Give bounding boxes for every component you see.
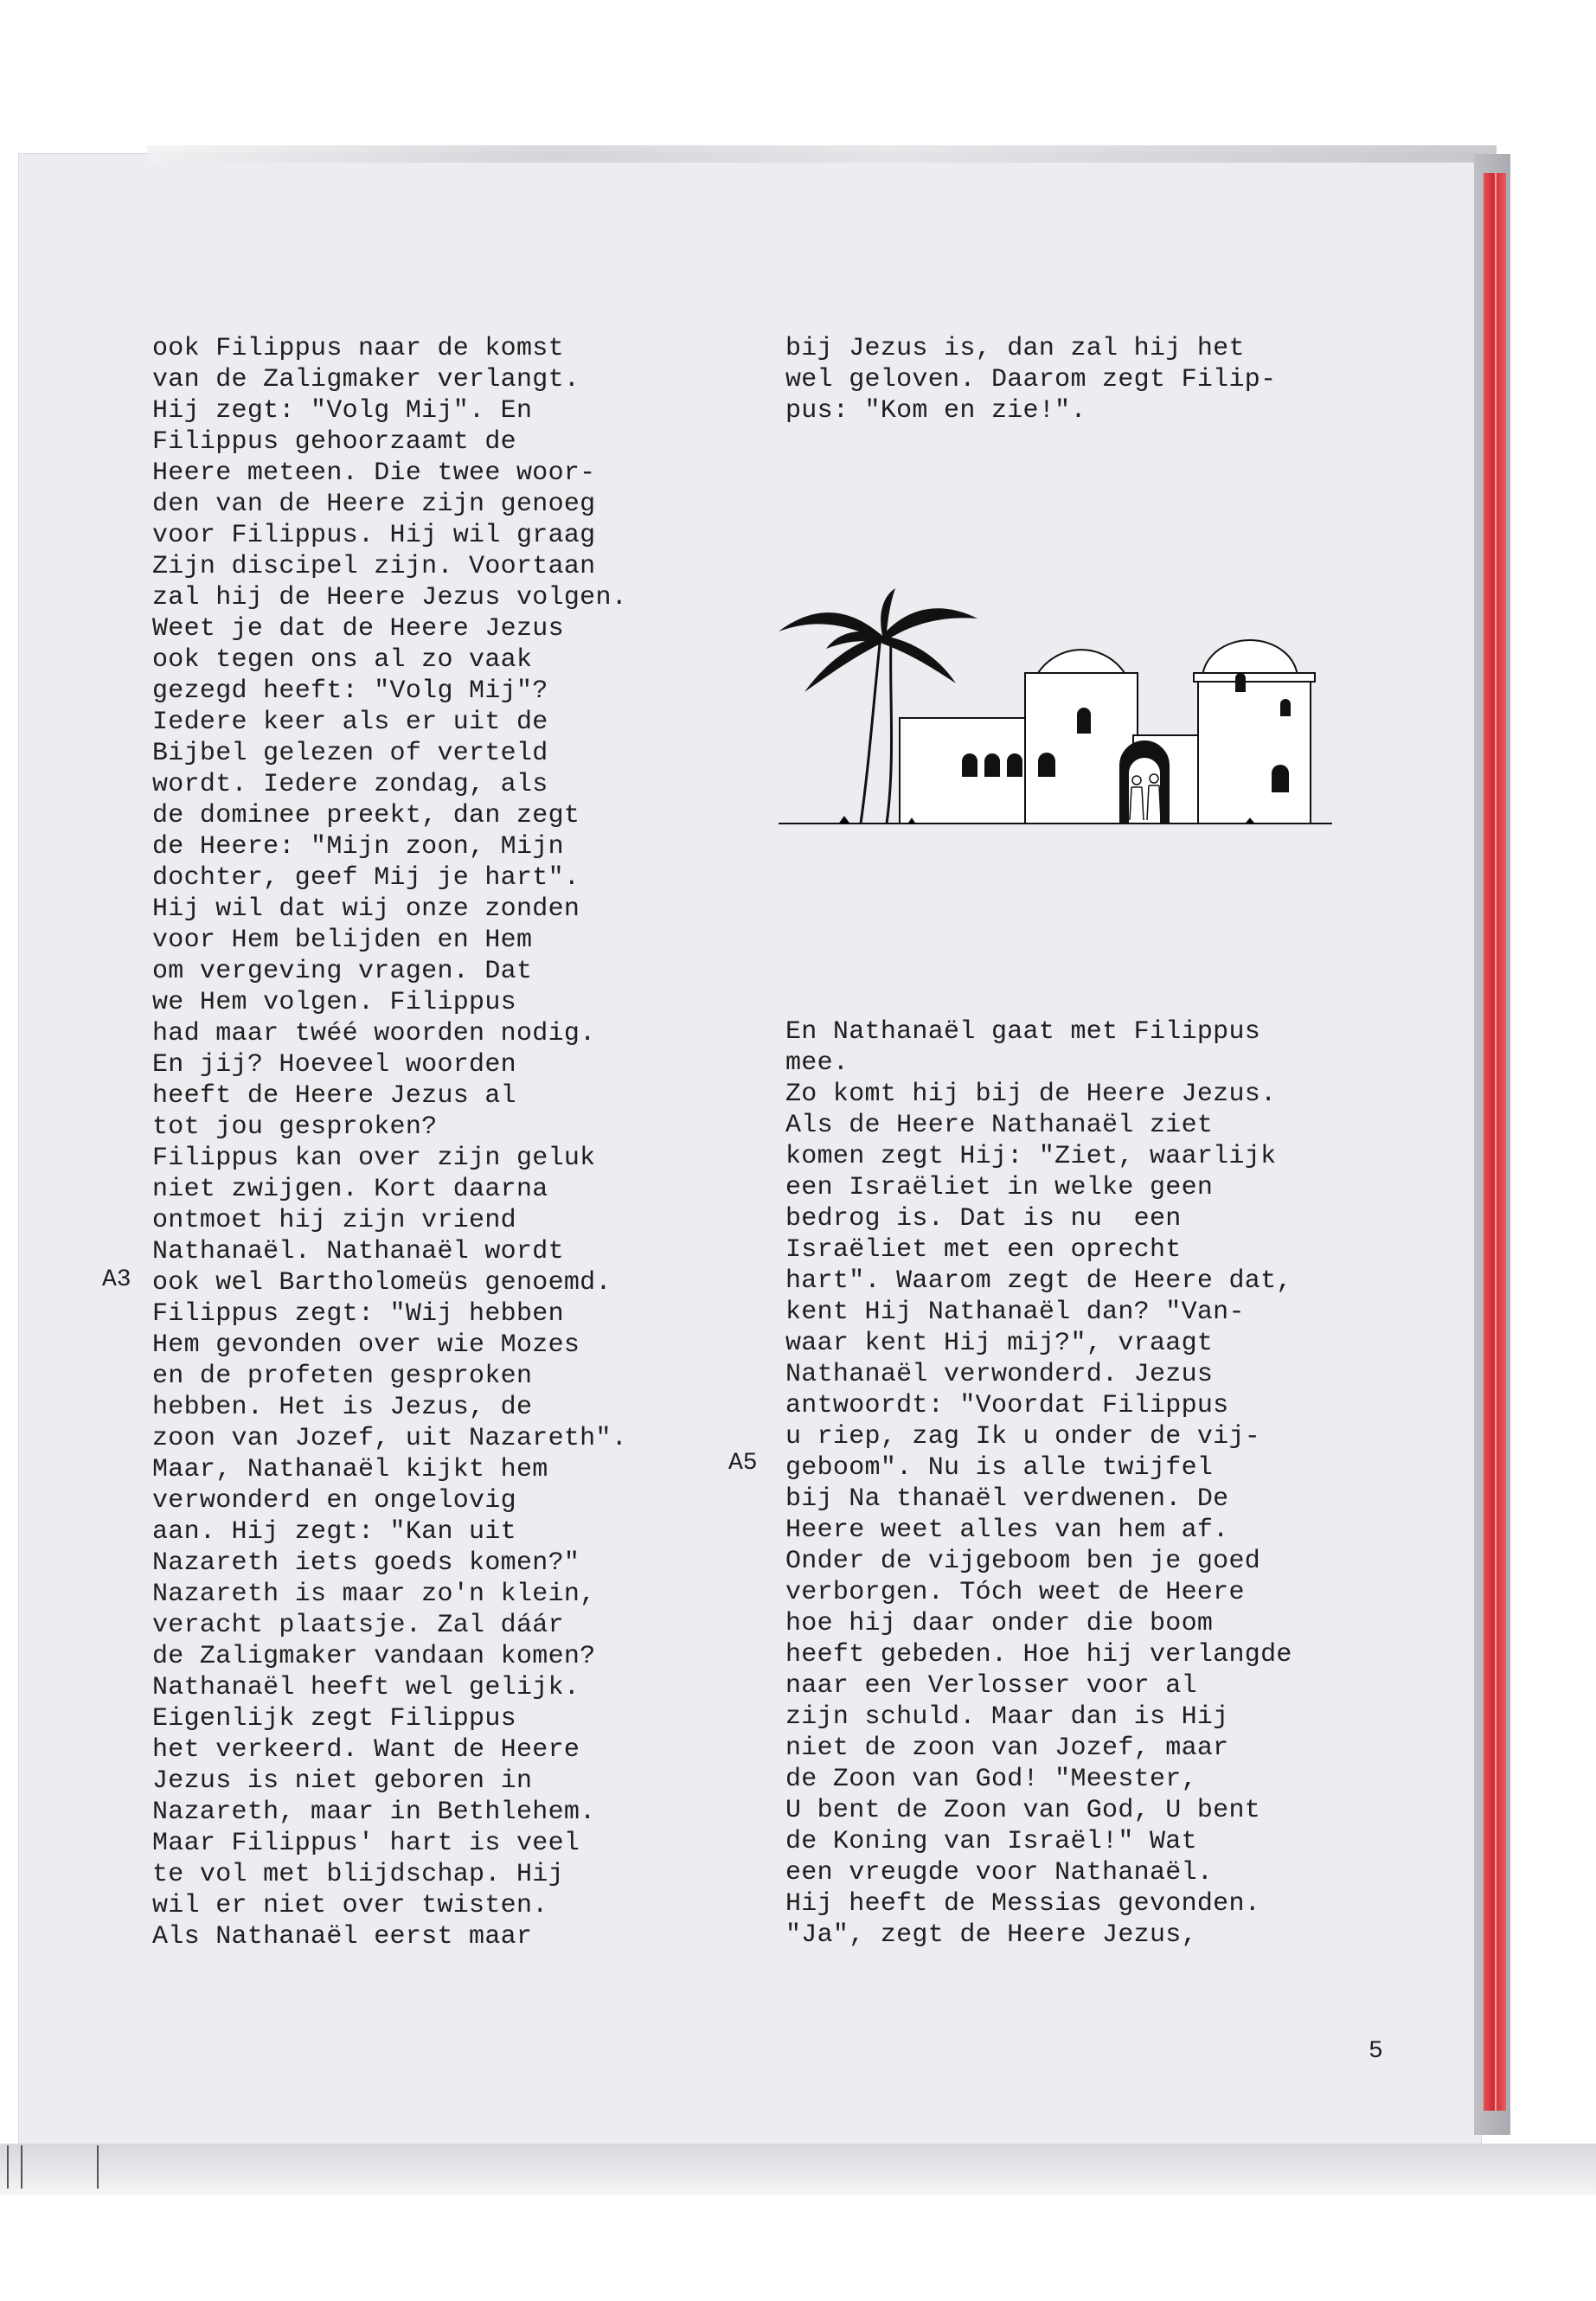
text-line: En Nathanaël gaat met Filippus (785, 1017, 1261, 1047)
text-line: Jezus is niet geboren in (152, 1766, 533, 1796)
text-line: niet zwijgen. Kort daarna (152, 1175, 548, 1204)
text-line: heeft de Heere Jezus al (152, 1081, 516, 1111)
text-line: Israëliet met een oprecht (785, 1235, 1182, 1265)
text-line: naar een Verlosser voor al (785, 1671, 1197, 1701)
text-line: gezegd heeft: "Volg Mij"? (152, 676, 548, 706)
text-line: voor Hem belijden en Hem (152, 926, 533, 955)
text-line: Filippus kan over zijn geluk (152, 1144, 596, 1173)
right-text-column-top (785, 333, 1276, 426)
text-line: een Israëliet in welke geen (785, 1173, 1214, 1202)
text-line: zoon van Jozef, uit Nazareth". (152, 1424, 628, 1453)
text-line: te vol met blijdschap. Hij (152, 1860, 564, 1889)
text-line: veracht plaatsje. Zal dáár (152, 1611, 564, 1640)
text-line: Hij heeft de Messias gevonden. (785, 1889, 1261, 1919)
text-line: de dominee preekt, dan zegt (152, 801, 580, 830)
left-text-column (152, 333, 627, 1952)
text-line: wel geloven. Daarom zegt Filip- (785, 365, 1277, 394)
text-line: Hij wil dat wij onze zonden (152, 894, 580, 924)
text-line: komen zegt Hij: "Ziet, waarlijk (785, 1142, 1277, 1171)
text-line: bedrog is. Dat is nu een (785, 1204, 1182, 1234)
text-line: hebben. Het is Jezus, de (152, 1393, 533, 1422)
dome-central (1038, 650, 1125, 673)
text-line: Nathanaël. Nathanaël wordt (152, 1237, 564, 1266)
text-line: ontmoet hij zijn vriend (152, 1206, 516, 1235)
text-line: waar kent Hij mij?", vraagt (785, 1329, 1214, 1358)
palm-tree (861, 636, 892, 824)
text-line: Zijn discipel zijn. Voortaan (152, 552, 596, 581)
page-number: 5 (1368, 2038, 1383, 2065)
text-line: bij Na thanaël verdwenen. De (785, 1484, 1229, 1514)
page-bottom-shadow (0, 2144, 1596, 2195)
text-line: mee. (785, 1048, 849, 1078)
text-line: en de profeten gesproken (152, 1362, 533, 1391)
text-line: verborgen. Tóch weet de Heere (785, 1578, 1245, 1607)
text-line: Als Nathanaël eerst maar (152, 1922, 533, 1952)
margin-marker-a5: A5 (728, 1450, 758, 1477)
text-line: Nazareth iets goeds komen?" (152, 1548, 580, 1578)
text-line: Zo komt hij bij de Heere Jezus. (785, 1080, 1277, 1109)
text-line: Eigenlijk zegt Filippus (152, 1704, 516, 1734)
text-line: verwonderd en ongelovig (152, 1486, 516, 1516)
gutter-mark (21, 2145, 22, 2189)
text-line: Heere meteen. Die twee woor- (152, 458, 596, 488)
text-line: zijn schuld. Maar dan is Hij (785, 1702, 1229, 1732)
text-line: een vreugde voor Nathanaël. (785, 1858, 1214, 1888)
text-line: Maar, Nathanaël kijkt hem (152, 1455, 548, 1484)
roof-right (1194, 673, 1315, 682)
text-line: U bent de Zoon van God, U bent (785, 1796, 1261, 1825)
text-line: Nazareth, maar in Bethlehem. (152, 1798, 596, 1827)
text-line: En jij? Hoeveel woorden (152, 1050, 516, 1080)
text-line: Heere weet alles van hem af. (785, 1516, 1229, 1545)
text-line: ook Filippus naar de komst (152, 334, 564, 363)
text-line: heeft gebeden. Hoe hij verlangde (785, 1640, 1292, 1670)
text-line: u riep, zag Ik u onder de vij- (785, 1422, 1261, 1452)
text-line: den van de Heere zijn genoeg (152, 490, 596, 519)
text-line: om vergeving vragen. Dat (152, 957, 533, 986)
text-line: Als de Heere Nathanaël ziet (785, 1111, 1214, 1140)
text-line: Onder de vijgeboom ben je goed (785, 1547, 1261, 1576)
text-line: we Hem volgen. Filippus (152, 988, 516, 1017)
text-line: aan. Hij zegt: "Kan uit (152, 1517, 516, 1547)
text-line: Hij zegt: "Volg Mij". En (152, 396, 533, 426)
text-line: Maar Filippus' hart is veel (152, 1829, 580, 1858)
text-line: de Heere: "Mijn zoon, Mijn (152, 832, 564, 862)
text-line: pus: "Kom en zie!". (785, 396, 1086, 426)
text-line: dochter, geef Mij je hart". (152, 863, 580, 893)
text-line: Hem gevonden over wie Mozes (152, 1330, 580, 1360)
text-line: ook wel Bartholomeüs genoemd. (152, 1268, 612, 1298)
page-top-shadow (147, 145, 1497, 163)
text-line: ook tegen ons al zo vaak (152, 645, 533, 675)
text-line: het verkeerd. Want de Heere (152, 1735, 580, 1765)
text-line: hoe hij daar onder die boom (785, 1609, 1214, 1638)
text-line: Weet je dat de Heere Jezus (152, 614, 564, 644)
book-red-edge-highlight (1495, 173, 1497, 2111)
text-line: Bijbel gelezen of verteld (152, 739, 548, 768)
text-line: Filippus zegt: "Wij hebben (152, 1299, 564, 1329)
text-line: zal hij de Heere Jezus volgen. (152, 583, 628, 612)
text-line: kent Hij Nathanaël dan? "Van- (785, 1298, 1245, 1327)
gutter-mark (7, 2145, 9, 2189)
text-line: wordt. Iedere zondag, als (152, 770, 548, 799)
doorway-inner (1128, 757, 1161, 824)
text-line: antwoordt: "Voordat Filippus (785, 1391, 1229, 1420)
text-line: de Zaligmaker vandaan komen? (152, 1642, 596, 1671)
text-line: tot jou gesproken? (152, 1112, 438, 1142)
text-line: van de Zaligmaker verlangt. (152, 365, 580, 394)
text-line: niet de zoon van Jozef, maar (785, 1734, 1229, 1763)
house-right (1198, 679, 1311, 824)
margin-marker-a3: A3 (102, 1266, 131, 1293)
text-line: Filippus gehoorzaamt de (152, 427, 516, 457)
right-text-column-bottom (785, 1016, 1292, 1951)
text-line: Nathanaël verwonderd. Jezus (785, 1360, 1214, 1389)
text-line: de Zoon van God! "Meester, (785, 1765, 1197, 1794)
text-line: geboom". Nu is alle twijfel (785, 1453, 1214, 1483)
text-line: wil er niet over twisten. (152, 1891, 548, 1920)
palm-fronds (779, 588, 977, 692)
text-line: Nathanaël heeft wel gelijk. (152, 1673, 580, 1702)
text-line: voor Filippus. Hij wil graag (152, 521, 596, 550)
text-line: had maar twéé woorden nodig. (152, 1019, 596, 1048)
gutter-mark (97, 2145, 99, 2189)
text-line: hart". Waarom zegt de Heere dat, (785, 1266, 1292, 1296)
palm-and-houses-illustration (779, 588, 1332, 839)
text-line: bij Jezus is, dan zal hij het (785, 334, 1245, 363)
text-line: Nazareth is maar zo'n klein, (152, 1580, 596, 1609)
text-line: Iedere keer als er uit de (152, 708, 548, 737)
text-line: "Ja", zegt de Heere Jezus, (785, 1920, 1197, 1950)
text-line: de Koning van Israël!" Wat (785, 1827, 1197, 1856)
